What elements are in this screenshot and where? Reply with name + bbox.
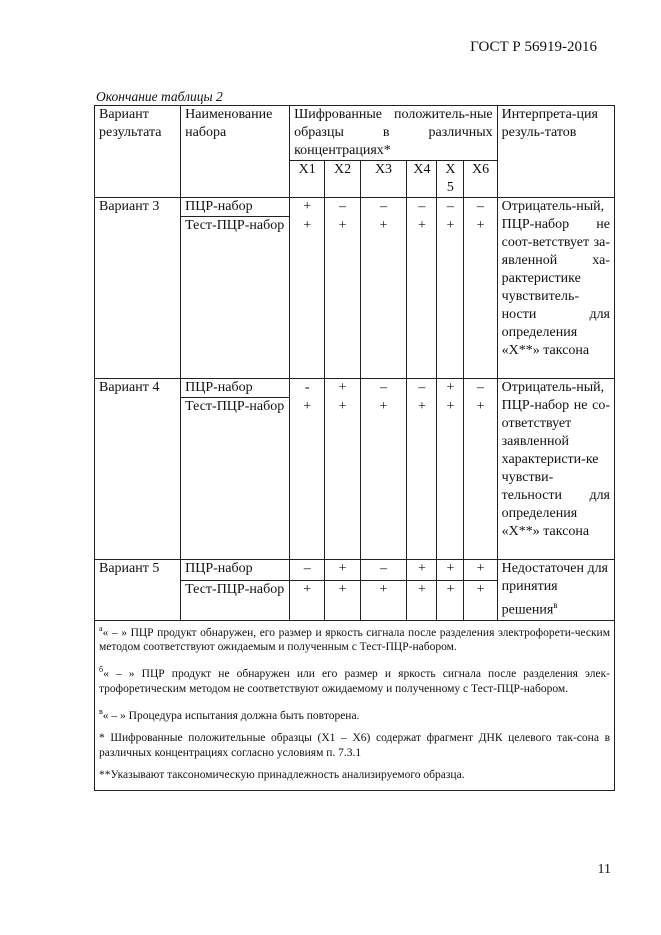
result-cell: –	[290, 560, 325, 581]
table-row	[95, 560, 615, 581]
interpretation-cell: Отрицатель-ный, ПЦР-набор не со-ответствует заявленной характеристи-ке чувстви-тельности для определения «X**» таксона	[497, 379, 614, 560]
result-cell: +	[290, 217, 325, 379]
page-number: 11	[597, 862, 611, 877]
result-cell: +	[437, 217, 464, 379]
interpretation-cell: Недостаточен для принятия решения$^в$	[497, 560, 614, 621]
kit-name: Тест-ПЦР-набор	[181, 217, 290, 379]
result-cell: +	[407, 217, 437, 379]
table-caption: Окончание таблицы 2	[96, 89, 223, 104]
result-cell: +	[325, 217, 360, 379]
result-cell: +	[360, 398, 407, 560]
footnote: $^б$« – » ПЦР продукт не обнаружен или его размер и яркость сигнала после разделения элек-трофоретическим методом не соответствуют ожидаемому и полученному с Тест-ПЦР-набором.	[99, 665, 610, 696]
result-cell: +	[407, 398, 437, 560]
result-cell: -	[290, 379, 325, 398]
result-cell: –	[407, 379, 437, 398]
header-variant: Вариант результата	[95, 106, 181, 198]
header-kit: Наименование набора	[181, 106, 290, 198]
result-cell: +	[290, 198, 325, 217]
variant-label: Вариант 5	[95, 560, 181, 621]
header-sample-x1: X1	[290, 161, 325, 198]
result-cell: –	[437, 198, 464, 217]
variant-label: Вариант 4	[95, 379, 181, 560]
result-cell: +	[464, 560, 497, 581]
kit-name: Тест-ПЦР-набор	[181, 398, 290, 560]
footnote: * Шифрованные положительные образцы (X1 – X6) содержат фрагмент ДНК целевого так-сона в различных концентрациях согласно условиям п. 7.3.1	[99, 732, 610, 760]
kit-name: ПЦР-набор	[181, 198, 290, 217]
footnote: $^в$« – » Процедура испытания должна быть повторена.	[99, 707, 360, 723]
footnote: $^а$« – » ПЦР продукт обнаружен, его размер и яркость сигнала после разделения электрофорети-ческим методом соответствуют ожидаемым и полученным с Тест-ПЦР-набором.	[99, 623, 610, 654]
result-cell: –	[407, 198, 437, 217]
header-sample-x2: X2	[325, 161, 360, 198]
result-cell: –	[360, 560, 407, 581]
result-cell: +	[360, 217, 407, 379]
result-cell: +	[464, 398, 497, 560]
result-cell: +	[437, 560, 464, 581]
result-cell: +	[360, 580, 407, 620]
kit-name: ПЦР-набор	[181, 560, 290, 581]
result-cell: +	[325, 398, 360, 560]
header-sample-x3: X3	[360, 161, 407, 198]
result-cell: +	[290, 580, 325, 620]
result-cell: +	[464, 580, 497, 620]
result-cell: +	[437, 398, 464, 560]
table-row	[95, 379, 615, 398]
variant-label: Вариант 3	[95, 198, 181, 379]
result-cell: –	[325, 198, 360, 217]
header-sample-x5: X 5	[437, 161, 464, 198]
result-cell: +	[407, 580, 437, 620]
result-cell: –	[464, 198, 497, 217]
header-interpretation: Интерпрета-ция резуль-татов	[497, 106, 614, 198]
result-cell: +	[437, 580, 464, 620]
result-cell: +	[464, 217, 497, 379]
table-footnotes	[95, 620, 615, 790]
result-cell: +	[325, 580, 360, 620]
result-cell: +	[290, 398, 325, 560]
interpretation-cell: Отрицатель-ный, ПЦР-набор не соот-ветствует за-явленной ха-рактеристике чувствитель-ности для определения «X**» таксона	[497, 198, 614, 379]
result-cell: –	[360, 379, 407, 398]
kit-name: ПЦР-набор	[181, 379, 290, 398]
result-cell: +	[407, 560, 437, 581]
header-sample-x6: X6	[464, 161, 497, 198]
footnote: **Указывают таксономическую принадлежность анализируемого образца.	[99, 769, 465, 782]
kit-name: Тест-ПЦР-набор	[181, 580, 290, 620]
result-cell: +	[437, 379, 464, 398]
result-cell: –	[360, 198, 407, 217]
results-table	[94, 105, 615, 791]
table-row	[95, 198, 615, 217]
header-samples: Шифрованные положитель-ные образцы в различных концентрациях*	[290, 106, 498, 161]
standard-designation: ГОСТ Р 56919-2016	[470, 39, 597, 55]
header-sample-x4: X4	[407, 161, 437, 198]
result-cell: –	[464, 379, 497, 398]
result-cell: +	[325, 560, 360, 581]
result-cell: +	[325, 379, 360, 398]
